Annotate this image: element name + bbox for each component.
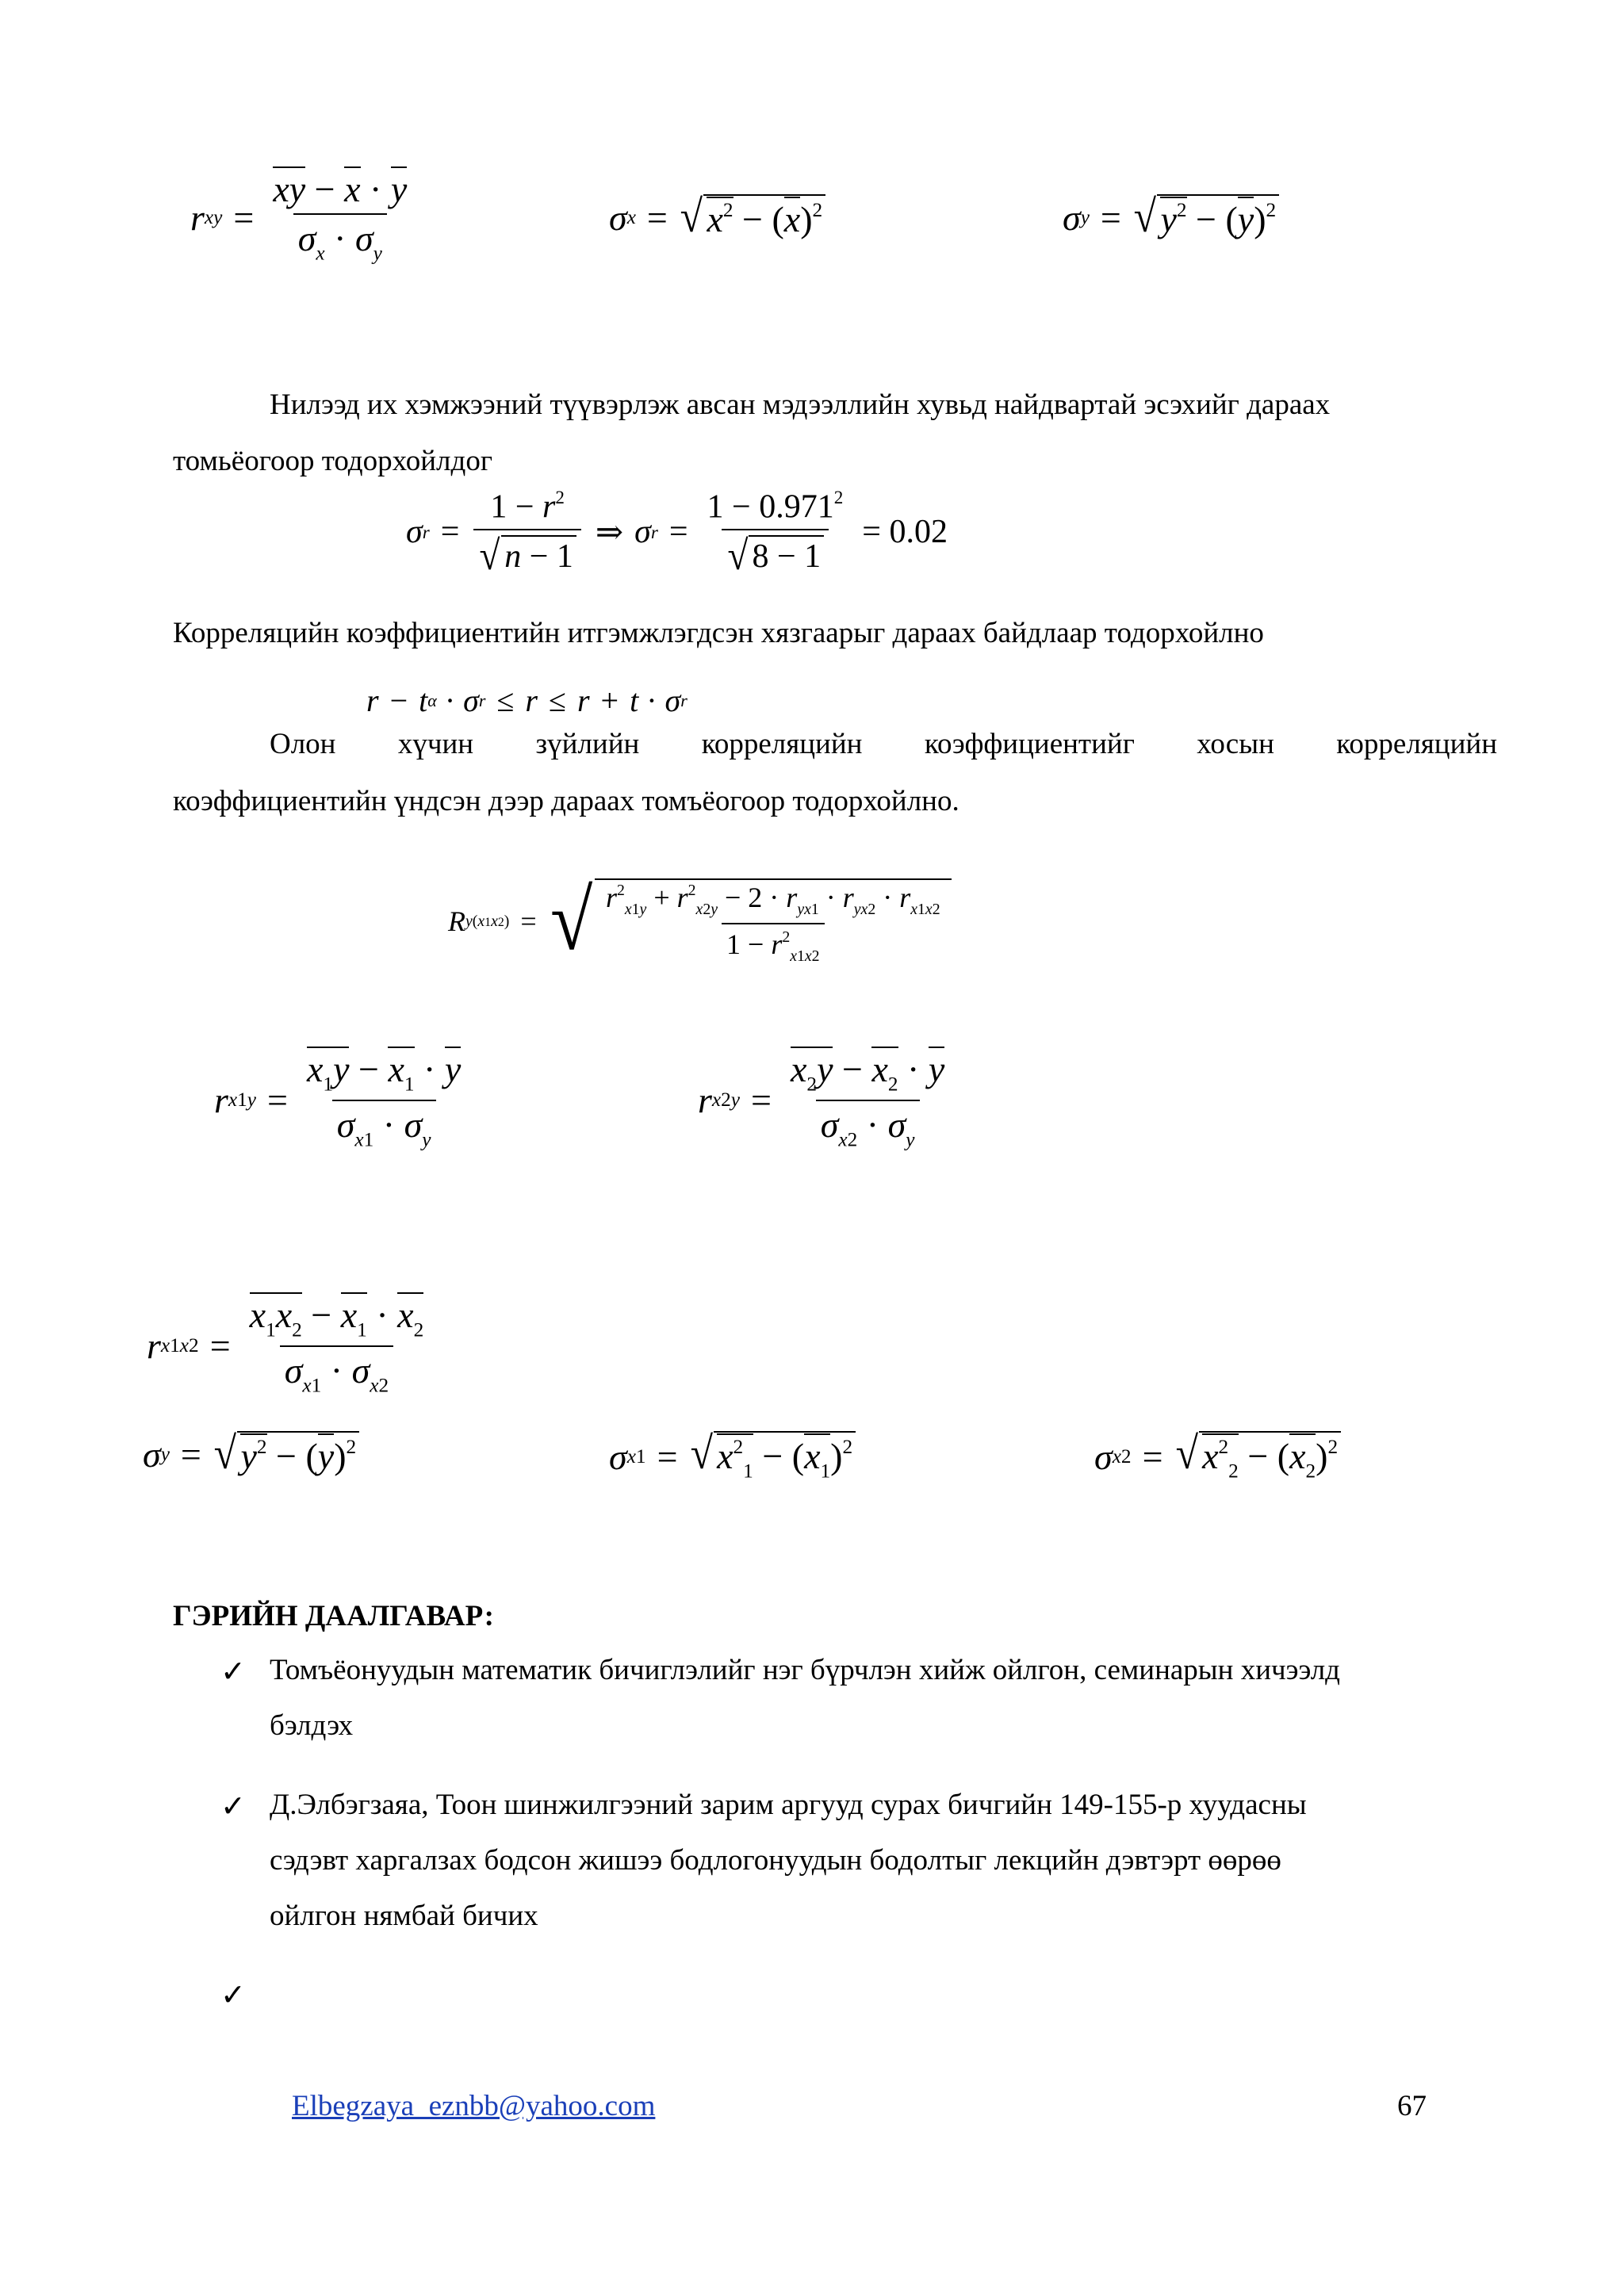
paragraph-line: Олон хүчин зүйлийн корреляцийн коэффициентийг хосын корреляцийн (270, 728, 1497, 760)
formula-r-x2y: r x2y = $\frac{x_2y - x_2 \cdot y}{\sigma_{x2} \cdot \sigma_y}$ (698, 1050, 952, 1150)
check-icon: ✓ (220, 1654, 246, 1689)
sigma-r-value-denominator: 8 − 1 (749, 535, 824, 577)
paragraph-confidence-limits: Корреляцийн коэффициентийн итгэмжлэгдсэн хязгаарыг дараах байдлаар тодорхойлно (173, 617, 1264, 649)
homework-item-line: Д.Элбэгзаяа, Тоон шинжилгээний зарим аргууд сурах бичгийн 149-155-р хуудасны (270, 1789, 1307, 1821)
formula-r-x1y: r x1y = $\frac{x_1y - x_1 \cdot y}{\sigma_{x1} \cdot \sigma_y}$ (214, 1050, 469, 1150)
check-icon: ✓ (220, 1789, 246, 1823)
footer-email-link[interactable]: Elbegzaya_eznbb@yahoo.com (292, 2090, 656, 2122)
paragraph-line: коэффициентийн үндсэн дээр дараах томъёогоор тодорхойлно. (173, 785, 959, 817)
formula-multiple-correlation: R y(x1x2) = √ $\frac{r^2_{x1y} + r^2_{x2y} - 2 \cdot r_{yx1} \cdot r_{yx2} \cdot r_{x1x2}}{1 - r^2_{x1x2}}$ (448, 878, 952, 964)
formula-r-xy: r xy = $\frac{xy - x \cdot y}{\sigma_x \cdot \sigma_y}$ (190, 170, 415, 264)
footer (292, 2091, 655, 2121)
paragraph-reliability (173, 390, 1497, 419)
formula-sigma-x2: σ x2 = √ $x^2_2 - (x_2)^2$ (1094, 1431, 1341, 1483)
formula-sigma-y: σ y = √ $y^2 - (y)^2$ (1063, 194, 1279, 240)
formula-sigma-x1: σ x1 = √ $x^2_1 - (x_1)^2$ (609, 1431, 856, 1483)
paragraph-line: томьёогоор тодорхойлдог (173, 445, 492, 477)
homework-item-line: сэдэвт харгалзах бодсон жишээ бодлогонуудын бодолтыг лекцийн дэвтэрт өөрөө (270, 1844, 1281, 1877)
check-icon: ✓ (220, 1977, 246, 2012)
formula-confidence-interval: r − t α · σ r ≤ r ≤ r + t · σ r (366, 683, 688, 718)
homework-heading: ГЭРИЙН ДААЛГАВАР: (173, 1600, 494, 1632)
sigma-r-result: = 0.02 (862, 514, 948, 551)
paragraph-line: Нилээд их хэмжээний түүвэрлэж авсан мэдээллийн хувьд найдвартай эсэхийг дараах (270, 388, 1331, 421)
formula-sigma-r: σ r = $1 - r^2$ √ n − 1 ⇒ σ r = $1 - 0.971^2$ √ 8 − 1 = 0.02 (406, 487, 948, 580)
page-number: 67 (1397, 2090, 1427, 2122)
formula-r-x1x2: r x1x2 = $\frac{x_1x_2 - x_1 \cdot x_2}{\sigma_{x1} \cdot \sigma_{x2}}$ (147, 1296, 431, 1396)
homework-item-line: бэлдэх (270, 1709, 354, 1742)
formula-sigma-y-2: σ y = √ $y^2 - (y)^2$ (143, 1431, 359, 1477)
paragraph-multiple-correlation (173, 729, 1497, 759)
sigma-r-value-numerator: 1 − 0.971 (707, 488, 834, 526)
formula-sigma-x: σ x = √ $x^2 - (x)^2$ (609, 194, 825, 240)
homework-item-line: Томъёонуудын математик бичиглэлийг нэг бүрчлэн хийж ойлгон, семинарын хичээлд (270, 1654, 1341, 1686)
homework-item-line: ойлгон нямбай бичих (270, 1900, 538, 1932)
